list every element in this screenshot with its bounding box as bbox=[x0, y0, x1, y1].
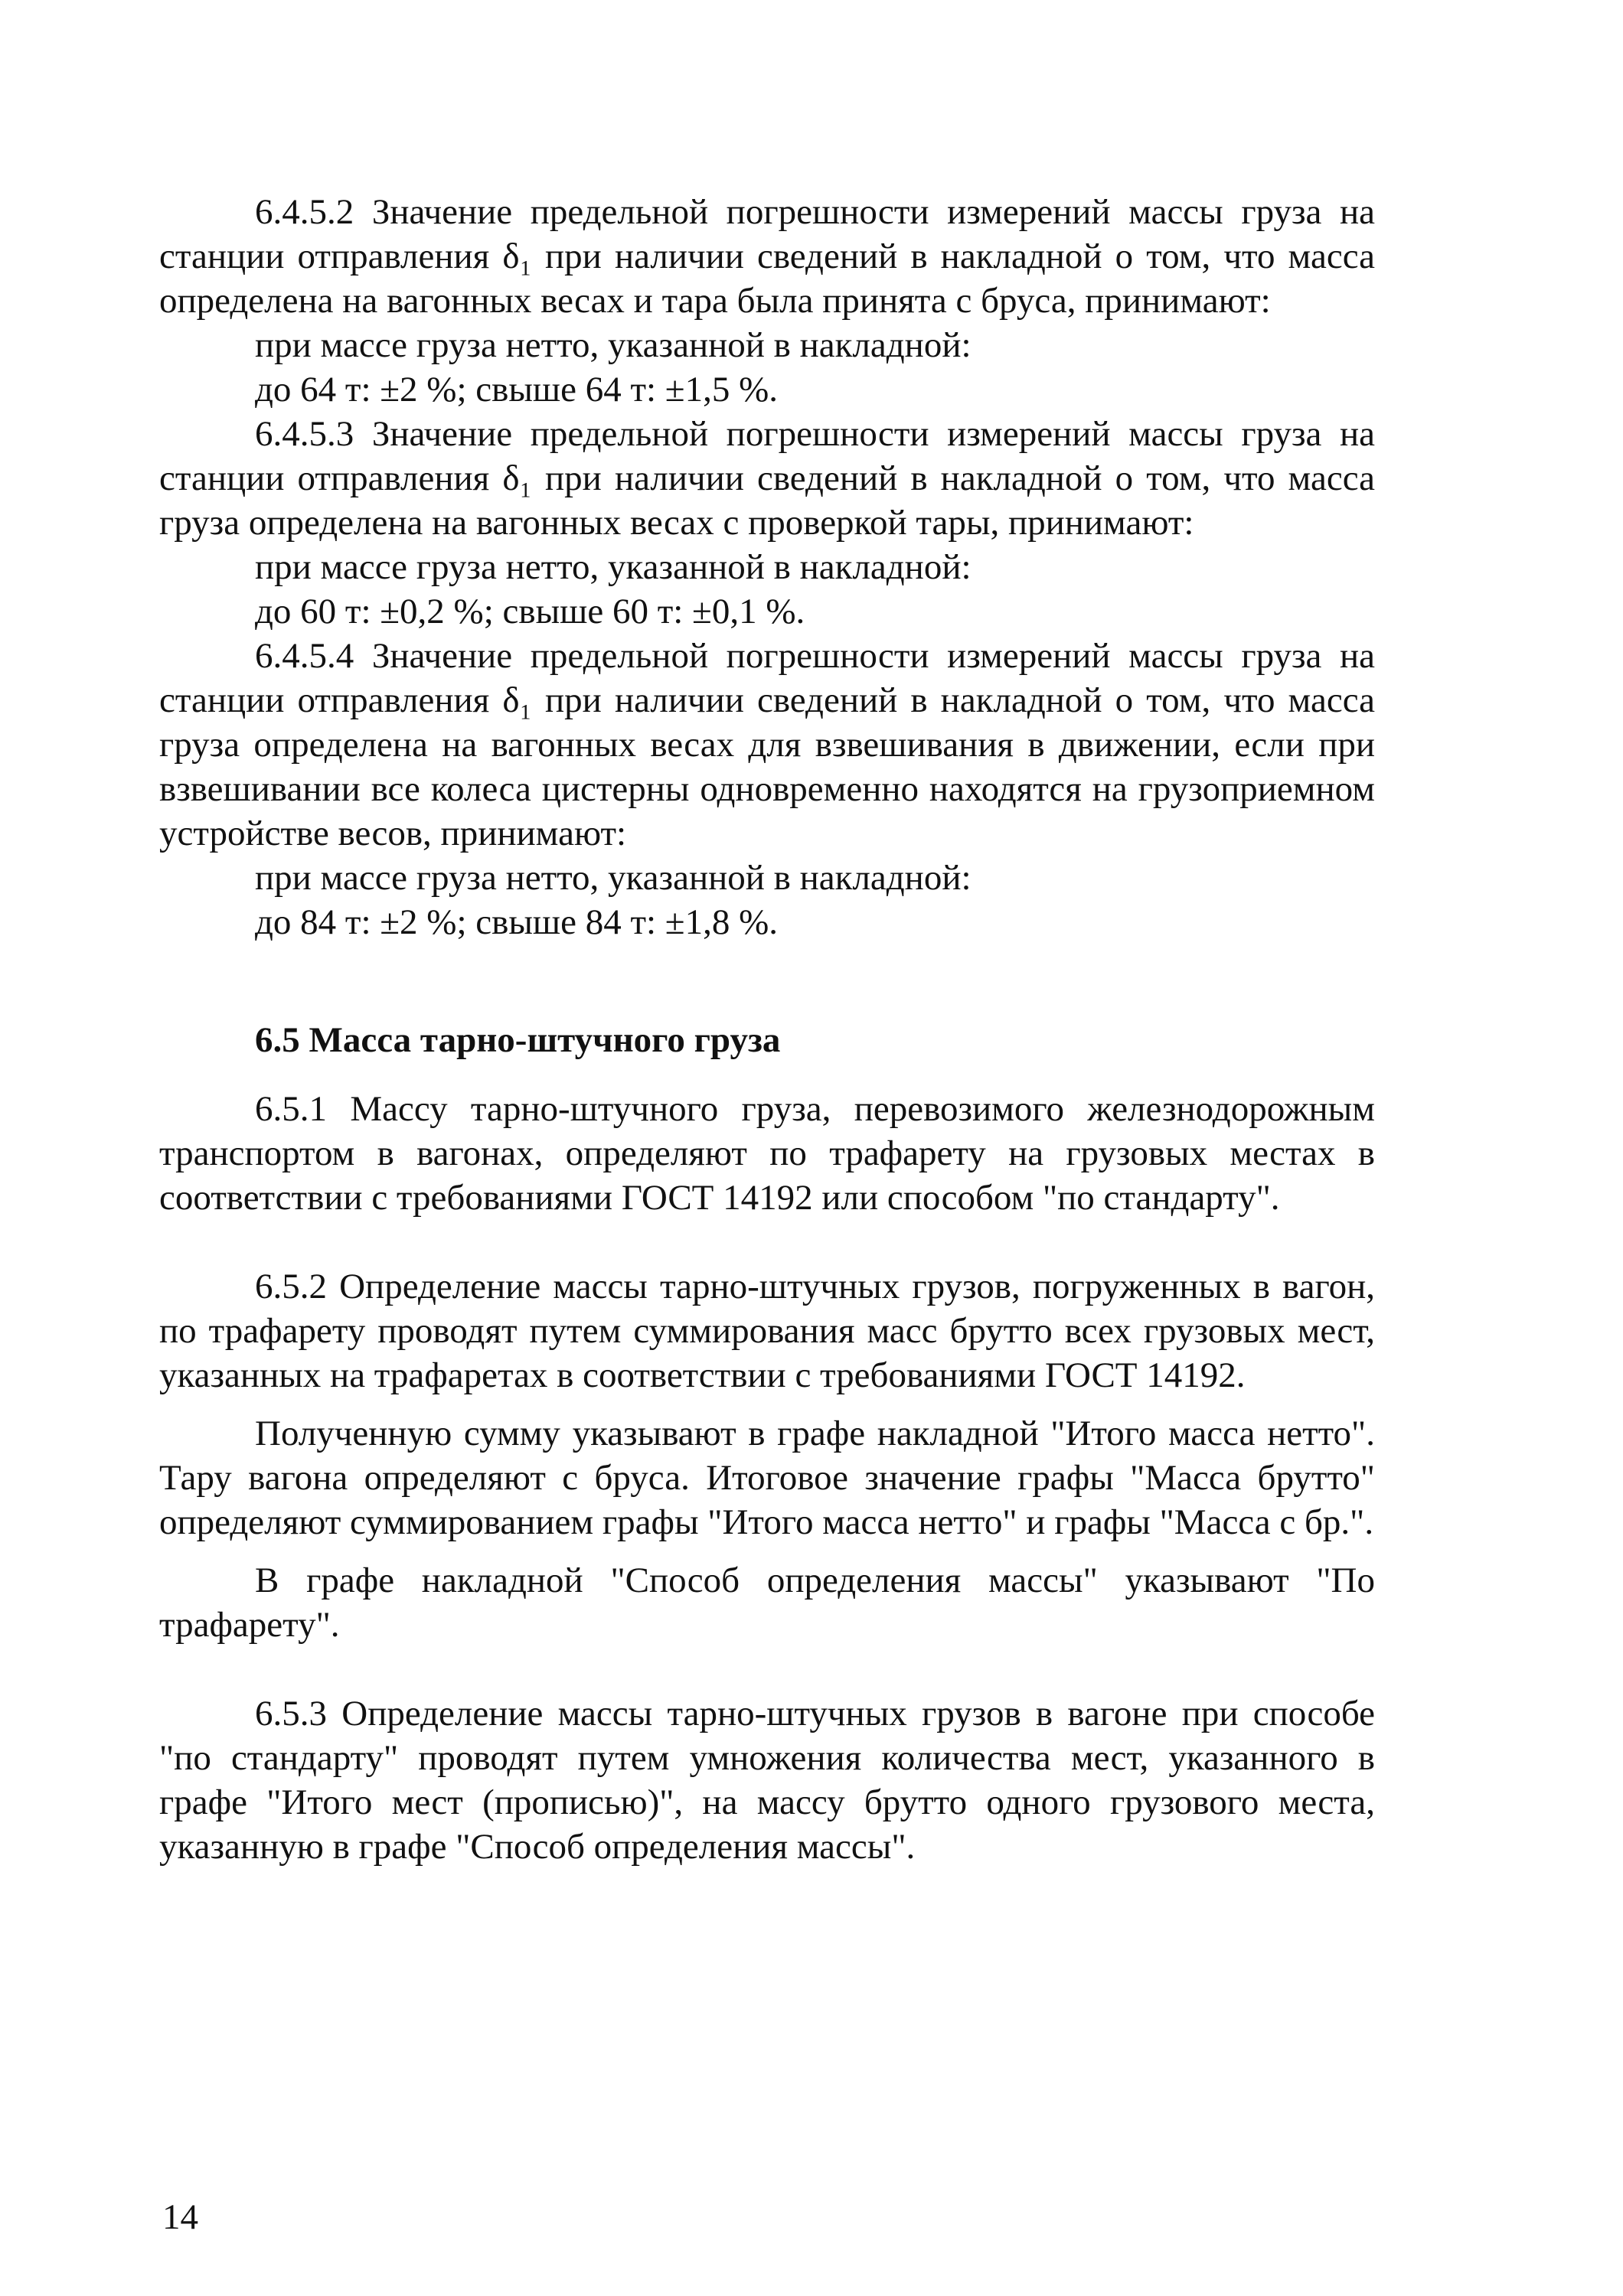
paragraph-6-5-2-method: В графе накладной "Способ определения массы" указывают "По трафарету". bbox=[159, 1561, 1375, 1645]
paragraph-6-4-5-2-condition: при массе груза нетто, указанной в накладной: bbox=[255, 325, 972, 365]
paragraph-6-4-5-3: 6.4.5.3 Значение предельной погрешности измерений массы груза на станции отправления δ₁ при наличии сведений в накладной о том, что масса груза определена на вагонных весах с проверкой тары, принимают: bbox=[159, 414, 1375, 543]
paragraph-6-5-1: 6.5.1 Массу тарно-штучного груза, перевозимого железнодорожным транспортом в вагонах, определяют по трафарету на грузовых местах в соответствии с требованиями ГОСТ 14192 или способом "по стандарту". bbox=[159, 1089, 1375, 1218]
section-heading-6-5: 6.5 Масса тарно-штучного груза bbox=[255, 1020, 781, 1060]
paragraph-6-4-5-2-values: до 64 т: ±2 %; свыше 64 т: ±1,5 %. bbox=[255, 370, 778, 409]
paragraph-6-4-5-4: 6.4.5.4 Значение предельной погрешности измерений массы груза на станции отправления δ₁ при наличии сведений в накладной о том, что масса груза определена на вагонных весах для взвешивания в движении, если при взвешивании все колеса цистерны одновременно находятся на грузоприемном устройстве весов, принимают: bbox=[159, 636, 1375, 853]
paragraph-6-4-5-2: 6.4.5.2 Значение предельной погрешности измерений массы груза на станции отправления δ₁ при наличии сведений в накладной о том, что масса определена на вагонных весах и тара была принята с бруса, принимают: bbox=[159, 192, 1375, 321]
paragraph-6-5-3: 6.5.3 Определение массы тарно-штучных грузов в вагоне при способе "по стандарту" проводят путем умножения количества мест, указанного в графе "Итого мест (прописью)", на массу брутто одного грузового места, указанную в графе "Способ определения массы". bbox=[159, 1694, 1375, 1867]
paragraph-6-4-5-3-values: до 60 т: ±0,2 %; свыше 60 т: ±0,1 %. bbox=[255, 592, 805, 631]
page-body bbox=[159, 190, 1375, 1869]
paragraph-6-4-5-4-condition: при массе груза нетто, указанной в накладной: bbox=[255, 858, 972, 898]
paragraph-6-5-2-sum: Полученную сумму указывают в графе накладной "Итого масса нетто". Тару вагона определяют с бруса. Итоговое значение графы "Масса брутто" определяют суммированием графы "Итого масса нетто" и графы "Масса с бр.". bbox=[159, 1414, 1375, 1542]
paragraph-6-4-5-4-values: до 84 т: ±2 %; свыше 84 т: ±1,8 %. bbox=[255, 902, 778, 942]
paragraph-6-4-5-3-condition: при массе груза нетто, указанной в накладной: bbox=[255, 547, 972, 587]
page-number: 14 bbox=[162, 2197, 198, 2237]
paragraph-6-5-2: 6.5.2 Определение массы тарно-штучных грузов, погруженных в вагон, по трафарету проводят путем суммирования масс брутто всех грузовых мест, указанных на трафаретах в соответствии с требованиями ГОСТ 14192. bbox=[159, 1267, 1375, 1395]
